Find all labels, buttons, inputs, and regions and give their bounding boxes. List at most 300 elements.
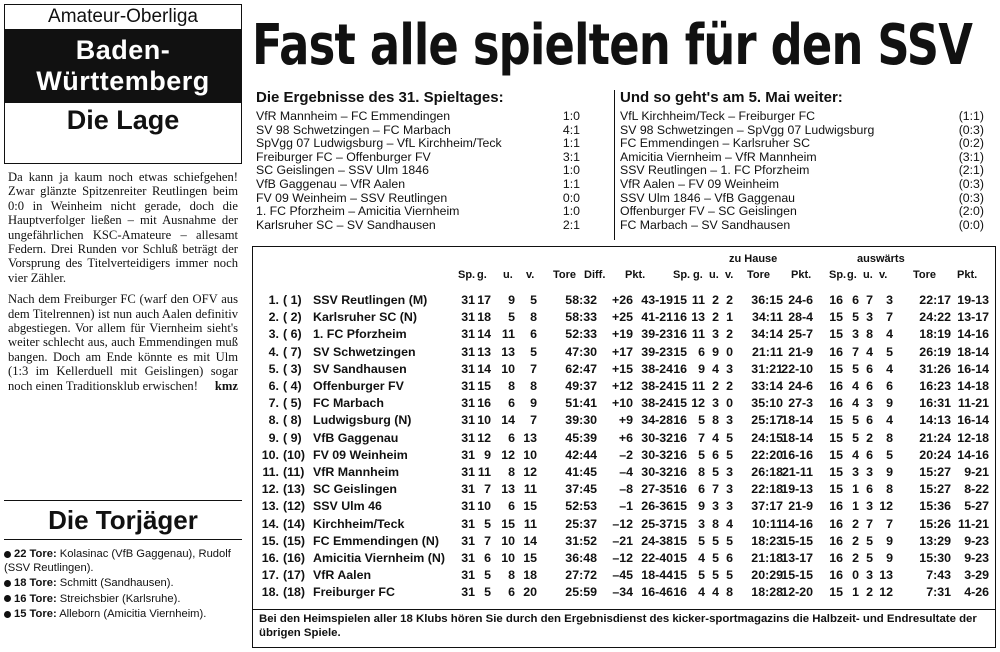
stat-cell: 0 (852, 568, 859, 583)
match-score: 1:0 (562, 109, 580, 123)
stat-cell: 12 (523, 465, 537, 479)
stat-cell: 3-29 (964, 568, 989, 583)
table-row (253, 448, 997, 465)
rank: 16. (261, 551, 279, 565)
stat-cell: +19 (611, 327, 633, 342)
stat-cell: 11 (691, 293, 705, 307)
stat-cell: 3 (726, 465, 733, 479)
stat-cell: 20:29 (751, 568, 783, 583)
stat-cell: 15 (523, 499, 537, 514)
stat-cell: 5 (852, 310, 859, 325)
stat-cell: 31 (461, 396, 475, 411)
stat-cell: 37:45 (565, 482, 597, 497)
stat-cell: 4 (852, 396, 859, 411)
stat-cell: 8 (712, 413, 719, 428)
previous-rank: ( 3) (283, 361, 302, 376)
stat-cell: –8 (619, 482, 633, 497)
stat-cell: 27:72 (565, 568, 597, 583)
stat-cell: 7 (886, 310, 893, 325)
stat-cell: 6 (508, 396, 515, 411)
stat-cell: 5 (712, 551, 719, 565)
stat-cell: 31 (461, 482, 475, 497)
stat-cell: 16 (829, 499, 843, 514)
stat-cell: 3 (852, 327, 859, 342)
stat-cell: 16-14 (957, 413, 989, 428)
stat-cell: 9-21 (964, 465, 989, 479)
stat-cell: 31:52 (565, 533, 597, 548)
stat-cell: 15 (673, 293, 687, 307)
stat-cell: –2 (619, 447, 633, 462)
stat-cell: 39-23 (641, 327, 673, 342)
home-group-header: zu Hause (729, 253, 778, 265)
stat-cell: 10 (501, 551, 515, 565)
column-header-g: g. (477, 269, 487, 281)
match-pairing: 1. FC Pforzheim – Amicitia Viernheim (256, 204, 460, 219)
stat-cell: 24:15 (751, 430, 783, 445)
stat-cell: 21-9 (788, 344, 813, 359)
table-row (253, 517, 997, 534)
stat-cell: 0 (726, 344, 733, 359)
stat-cell: 5 (866, 551, 873, 565)
team-name: VfB Gaggenau (313, 430, 399, 445)
table-row (253, 465, 997, 482)
stat-cell: 5 (726, 430, 733, 445)
stat-cell: 7 (852, 344, 859, 359)
team-name: SC Geislingen (313, 482, 397, 497)
stat-cell: 18 (523, 568, 537, 583)
stat-cell: 11 (501, 327, 515, 342)
fixture-row (620, 137, 990, 151)
column-header-u: u. (863, 269, 873, 281)
stat-cell: 38-24 (641, 396, 673, 411)
stat-cell: 19-13 (957, 293, 989, 307)
stat-cell: +12 (611, 379, 633, 393)
result-row (256, 219, 612, 233)
stat-cell: 2 (726, 379, 733, 393)
match-pairing: SV 98 Schwetzingen – FC Marbach (256, 122, 451, 137)
stat-cell: 52:33 (565, 327, 597, 342)
stat-cell: 14-18 (957, 379, 989, 393)
stat-cell: 45:39 (565, 430, 597, 445)
stat-cell: 5 (508, 310, 515, 325)
stat-cell: 12 (879, 499, 893, 514)
column-header-sp: Sp. (829, 269, 847, 281)
stat-cell: 27-3 (788, 396, 813, 411)
stat-cell: 16 (829, 551, 843, 565)
stat-cell: 7 (698, 430, 705, 445)
stat-cell: 31 (461, 310, 475, 325)
previous-rank: ( 1) (283, 293, 302, 307)
column-header-sp: Sp. (458, 269, 476, 281)
match-pairing: VfR Aalen – FV 09 Weinheim (620, 176, 780, 191)
stat-cell: 10 (477, 499, 491, 514)
stat-cell: 27-35 (641, 482, 673, 497)
stat-cell: –21 (612, 533, 633, 548)
stat-cell: 15-15 (781, 533, 813, 548)
rank: 12. (261, 482, 279, 497)
stat-cell: 9 (886, 465, 893, 479)
stat-cell: 18-14 (957, 344, 989, 359)
stat-cell: 16-16 (781, 447, 813, 462)
match-pairing: SSV Reutlingen – 1. FC Pforzheim (620, 163, 810, 178)
stat-cell: 3 (726, 482, 733, 497)
stat-cell: 22:20 (751, 447, 783, 462)
stat-cell: 41-21 (641, 310, 673, 325)
stat-cell: 15 (829, 413, 843, 428)
fixture-row (620, 192, 990, 206)
stat-cell: 9 (698, 499, 705, 514)
stat-cell: 34-28 (641, 413, 673, 428)
stat-cell: 9 (530, 396, 537, 411)
stat-cell: 5 (484, 585, 491, 600)
stat-cell: 15:27 (919, 465, 951, 479)
stat-cell: 6 (508, 499, 515, 514)
torjaeger-names: Kolasinac (VfB Gaggenau), Rudolf (SSV Reutlingen). (4, 548, 231, 574)
rank: 10. (261, 447, 279, 462)
table-row (253, 379, 997, 396)
column-header-u: u. (503, 269, 513, 281)
stat-cell: 51:41 (565, 396, 597, 411)
stat-cell: 31 (461, 447, 475, 462)
stat-cell: 6 (712, 447, 719, 462)
fixture-row (620, 164, 990, 178)
match-score: 4:1 (562, 122, 580, 137)
stat-cell: 22-10 (781, 361, 813, 376)
stat-cell: 9 (712, 344, 719, 359)
stat-cell: 8 (508, 465, 515, 479)
stat-cell: 18-44 (641, 568, 673, 583)
stat-cell: 11 (523, 482, 537, 497)
stat-cell: 16 (829, 516, 843, 531)
stat-cell: –45 (612, 568, 633, 583)
table-row (253, 585, 997, 602)
stat-cell: 5 (484, 516, 491, 531)
stat-cell: 16-14 (957, 361, 989, 376)
stat-cell: 47:30 (565, 344, 597, 359)
stat-cell: 5 (530, 344, 537, 359)
next-fixtures-rows (620, 110, 990, 232)
rank: 7. (268, 396, 279, 411)
stat-cell: 13 (477, 344, 491, 359)
stat-cell: 5 (726, 568, 733, 583)
stat-cell: 31 (461, 413, 475, 428)
stat-cell: 31 (461, 533, 475, 548)
stat-cell: 0 (726, 396, 733, 411)
stat-cell: 14 (477, 327, 491, 342)
stat-cell: 8-22 (964, 482, 989, 497)
league-top: Amateur-Oberliga (5, 5, 241, 29)
fixture-row (620, 205, 990, 219)
column-header-diff: Diff. (584, 269, 606, 281)
stat-cell: 20:24 (919, 447, 951, 462)
stat-cell: 18:19 (919, 327, 951, 342)
match-score: (2:0) (958, 204, 984, 219)
stat-cell: 16 (477, 396, 491, 411)
stat-cell: 17 (477, 293, 491, 307)
torjaeger-item (4, 577, 242, 591)
match-score: 1:1 (562, 136, 580, 151)
stat-cell: 16:23 (919, 379, 951, 393)
stat-cell: 43-19 (641, 293, 673, 307)
previous-rank: (16) (283, 551, 306, 565)
stat-cell: 8 (508, 568, 515, 583)
rank: 2. (268, 310, 279, 325)
stat-cell: 9 (508, 293, 515, 307)
torjaeger-item (4, 608, 242, 622)
column-header-g: g. (847, 269, 857, 281)
match-pairing: Freiburger FC – Offenburger FV (256, 149, 431, 164)
stat-cell: –12 (612, 551, 633, 565)
stat-cell: 35:10 (751, 396, 783, 411)
stat-cell: 38-24 (641, 361, 673, 376)
stat-cell: 37:17 (751, 499, 783, 514)
stat-cell: 26:19 (919, 344, 951, 359)
stat-cell: 41:45 (565, 465, 597, 479)
stat-cell: 15 (829, 447, 843, 462)
stat-cell: 2 (852, 533, 859, 548)
stat-cell: 22-40 (641, 551, 673, 565)
stat-cell: 5 (886, 344, 893, 359)
stat-cell: 36:48 (565, 551, 597, 565)
stat-cell: 16 (673, 585, 687, 600)
stat-cell: 8 (726, 585, 733, 600)
stat-cell: 15 (829, 361, 843, 376)
fixture-row (620, 124, 990, 138)
stat-cell: 31 (461, 516, 475, 531)
stat-cell: 12 (477, 430, 491, 445)
stat-cell: 1 (726, 310, 733, 325)
results-column (256, 88, 612, 242)
stat-cell: 14 (477, 361, 491, 376)
stat-cell: 31 (461, 379, 475, 393)
match-pairing: FC Emmendingen – Karlsruher SC (620, 136, 810, 151)
column-header-g: g. (693, 269, 703, 281)
stat-cell: 7 (530, 361, 537, 376)
stat-cell: 12 (691, 396, 705, 411)
previous-rank: (17) (283, 568, 306, 583)
stat-cell: 8 (886, 430, 893, 445)
match-score: 1:0 (562, 163, 580, 178)
torjaeger-names: Streichsbier (Karlsruhe). (56, 592, 181, 605)
stat-cell: 15 (829, 310, 843, 325)
stat-cell: 4-26 (964, 585, 989, 600)
stat-cell: 21:11 (751, 344, 783, 359)
stat-cell: 25-37 (641, 516, 673, 531)
stat-cell: 13 (523, 430, 537, 445)
stat-cell: 13:29 (919, 533, 951, 548)
stat-cell: 2 (726, 327, 733, 342)
stat-cell: 30-32 (641, 465, 673, 479)
stat-cell: 14 (501, 413, 515, 428)
stat-cell: 13 (501, 482, 515, 497)
stat-cell: 11 (691, 327, 705, 342)
match-score: (2:1) (958, 163, 984, 178)
rank: 9. (268, 430, 279, 445)
match-pairing: FC Marbach – SV Sandhausen (620, 217, 791, 232)
stat-cell: 7 (484, 533, 491, 548)
stat-cell: 11-21 (957, 396, 989, 411)
stat-cell: 31:26 (919, 361, 951, 376)
match-score: 1:1 (562, 176, 580, 191)
result-row (256, 178, 612, 192)
table-row (253, 310, 997, 327)
column-divider (614, 90, 615, 240)
stat-cell: 10 (523, 447, 537, 462)
team-name: FV 09 Weinheim (313, 447, 408, 462)
torjaeger-box (4, 500, 242, 540)
stat-cell: 3 (886, 293, 893, 307)
stat-cell: 15 (673, 379, 687, 393)
stat-cell: 11-21 (957, 516, 989, 531)
match-pairing: FV 09 Weinheim – SSV Reutlingen (256, 190, 448, 205)
match-pairing: VfL Kirchheim/Teck – Freiburger FC (620, 109, 815, 123)
stat-cell: 16 (829, 379, 843, 393)
fixture-row (620, 178, 990, 192)
stat-cell: 13 (879, 568, 893, 583)
match-score: (0:3) (958, 122, 984, 137)
previous-rank: (10) (283, 447, 306, 462)
stat-cell: 4 (712, 585, 719, 600)
stat-cell: 16 (829, 568, 843, 583)
previous-rank: ( 6) (283, 327, 302, 342)
torjaeger-item (4, 548, 242, 575)
league-name (5, 29, 241, 103)
stat-cell: 2 (852, 551, 859, 565)
stat-cell: 31 (461, 293, 475, 307)
previous-rank: ( 5) (283, 396, 302, 411)
stat-cell: 6 (508, 585, 515, 600)
stat-cell: 3 (726, 361, 733, 376)
stat-cell: 62:47 (565, 361, 597, 376)
table-row (253, 568, 997, 585)
table-row (253, 534, 997, 551)
bullet-icon (4, 580, 11, 587)
rank: 15. (261, 533, 279, 548)
stat-cell: 7:31 (926, 585, 951, 600)
stat-cell: –4 (619, 465, 633, 479)
stat-cell: 39-23 (641, 344, 673, 359)
torjaeger-names: Schmitt (Sandhausen). (56, 577, 174, 590)
result-row (256, 205, 612, 219)
stat-cell: 31 (461, 327, 475, 342)
stat-cell: 11 (477, 465, 491, 479)
stat-cell: 5 (852, 430, 859, 445)
stat-cell: 31 (461, 344, 475, 359)
stat-cell: 13 (501, 344, 515, 359)
stat-cell: –1 (619, 499, 633, 514)
stat-cell: 21:24 (919, 430, 951, 445)
table-row (253, 431, 997, 448)
stat-cell: 4 (886, 327, 893, 342)
stat-cell: 8 (712, 516, 719, 531)
stat-cell: 22:18 (751, 482, 783, 497)
stat-cell: 1 (852, 482, 859, 497)
stat-cell: 16 (673, 310, 687, 325)
stat-cell: 6 (886, 379, 893, 393)
stat-cell: 6 (866, 482, 873, 497)
stat-cell: 58:33 (565, 310, 597, 325)
stat-cell: 18 (477, 310, 491, 325)
column-header-u: u. (709, 269, 719, 281)
stat-cell: 3 (866, 310, 873, 325)
stat-cell: 16 (673, 465, 687, 479)
stat-cell: 15-15 (781, 568, 813, 583)
stat-cell: 16 (673, 482, 687, 497)
lage-paragraph-2 (8, 292, 238, 393)
stat-cell: 12 (501, 447, 515, 462)
stat-cell: 5 (866, 533, 873, 548)
match-pairing: VfB Gaggenau – VfR Aalen (256, 176, 406, 191)
stat-cell: 3 (726, 413, 733, 428)
stat-cell: 15 (673, 568, 687, 583)
stat-cell: 7 (866, 516, 873, 531)
stat-cell: 2 (866, 585, 873, 600)
rank: 17. (261, 568, 279, 583)
fixture-row (620, 219, 990, 233)
previous-rank: ( 9) (283, 430, 302, 445)
away-group-header: auswärts (857, 253, 905, 265)
stat-cell: 33:14 (751, 379, 783, 393)
stat-cell: 9-23 (964, 533, 989, 548)
team-name: Ludwigsburg (N) (313, 413, 412, 428)
rank: 5. (268, 361, 279, 376)
stat-cell: 2 (712, 310, 719, 325)
torjaeger-item (4, 593, 242, 607)
stat-cell: 21:18 (751, 551, 783, 565)
stat-cell: 1 (852, 585, 859, 600)
stat-cell: 14-16 (957, 327, 989, 342)
stat-cell: 6 (484, 551, 491, 565)
league-line-2: Württemberg (36, 66, 210, 96)
stat-cell: 21-11 (781, 465, 813, 479)
stat-cell: 5 (852, 361, 859, 376)
stat-cell: 6 (698, 344, 705, 359)
result-row (256, 151, 612, 165)
stat-cell: 28-4 (788, 310, 813, 325)
stat-cell: 25:59 (565, 585, 597, 600)
team-name: FC Marbach (313, 396, 384, 411)
torjaeger-names: Alleborn (Amicitia Viernheim). (56, 608, 207, 621)
stat-cell: 16 (673, 447, 687, 462)
stat-cell: 12-18 (957, 430, 989, 445)
stat-cell: 36:15 (751, 293, 783, 307)
stat-cell: 16 (673, 413, 687, 428)
stat-cell: 19-13 (781, 482, 813, 497)
stat-cell: 4 (712, 430, 719, 445)
match-score: (0:2) (958, 136, 984, 151)
stat-cell: 4 (852, 379, 859, 393)
stat-cell: 9 (484, 447, 491, 462)
previous-rank: ( 4) (283, 379, 302, 393)
column-header-tore: Tore (913, 269, 937, 281)
team-name: SV Sandhausen (313, 361, 407, 376)
stat-cell: 16 (673, 327, 687, 342)
stat-cell: 5 (712, 465, 719, 479)
team-name: VfR Mannheim (313, 465, 400, 479)
rank: 13. (261, 499, 279, 514)
stat-cell: 8 (886, 482, 893, 497)
torjaeger-list (4, 548, 242, 624)
stat-cell: 6 (698, 482, 705, 497)
result-row (256, 164, 612, 178)
league-box (4, 4, 242, 164)
stat-cell: 26:18 (751, 465, 783, 479)
stat-cell: 3 (866, 465, 873, 479)
previous-rank: ( 8) (283, 413, 302, 428)
stat-cell: 31 (461, 499, 475, 514)
bullet-icon (4, 551, 11, 558)
stat-cell: 20 (523, 585, 537, 600)
